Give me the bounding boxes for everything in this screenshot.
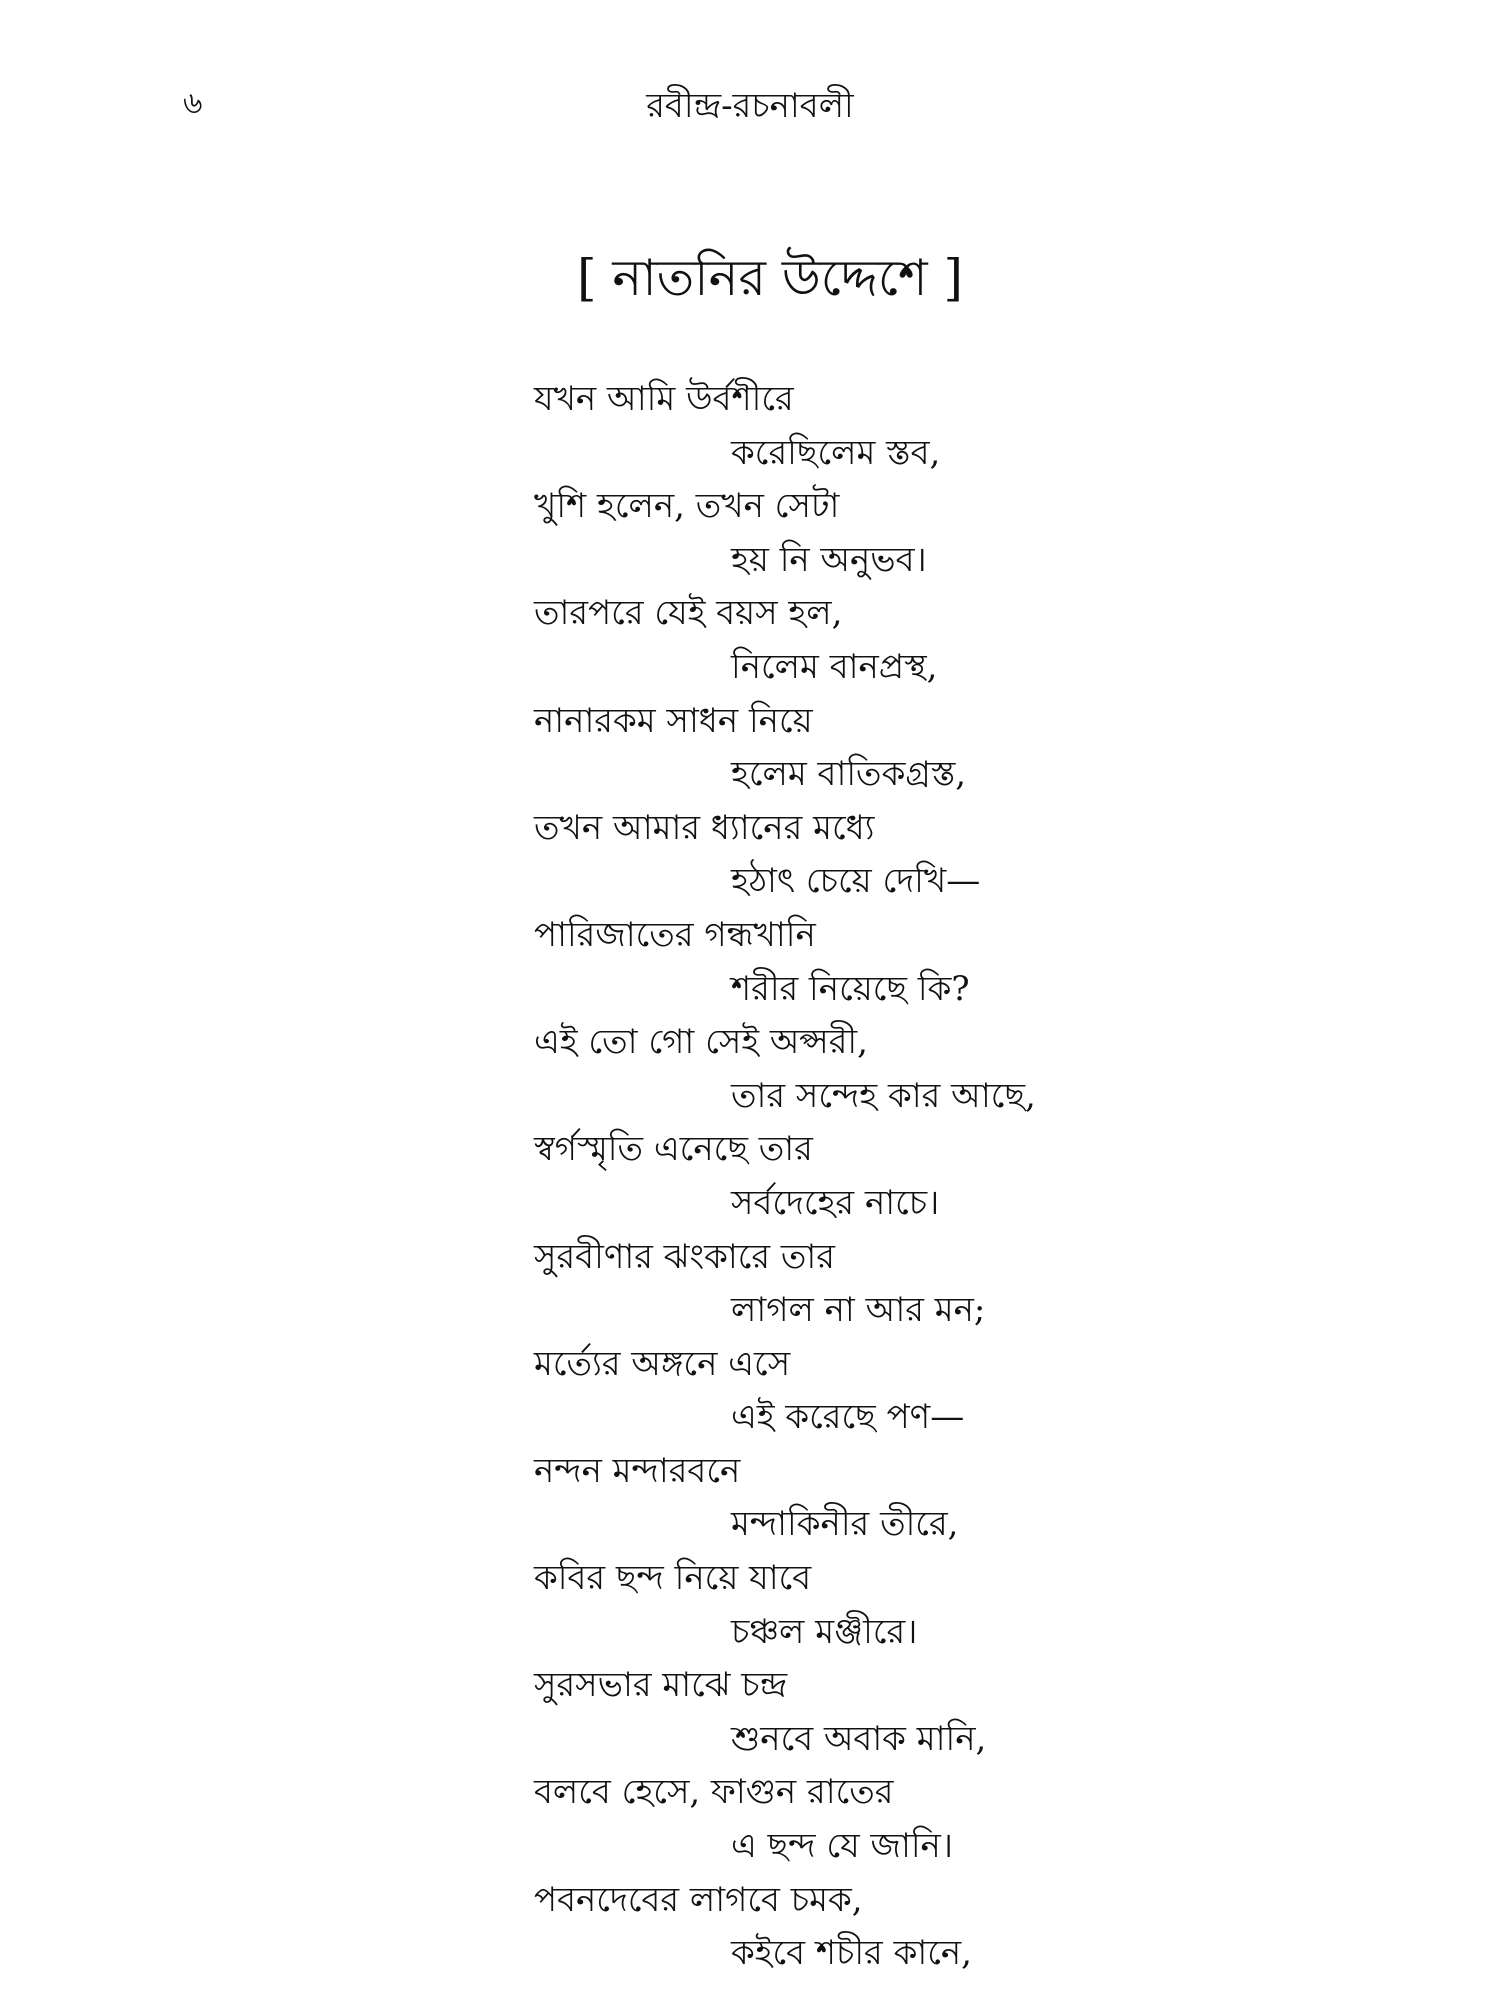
- verse-line: সুরবীণার ঝংকারে তার: [534, 1236, 835, 1277]
- verse-line: এই করেছে পণ—: [731, 1397, 965, 1438]
- verse-line: বলবে হেসে, ফাগুন রাতের: [534, 1772, 894, 1813]
- verse-line: শরীর নিয়েছে কি?: [731, 968, 970, 1009]
- verse-line: মর্ত্যের অঙ্গনে এসে: [534, 1343, 791, 1384]
- verse-line: মন্দাকিনীর তীরে,: [731, 1504, 959, 1545]
- verse-line: কবির ছন্দ নিয়ে যাবে: [534, 1558, 812, 1599]
- verse-line: হয় নি অনুভব।: [731, 539, 927, 580]
- running-header: রবীন্দ্র-রচনাবলী: [646, 86, 854, 126]
- verse-line: করেছিলেম স্তব,: [731, 432, 941, 473]
- verse-line: এই তো গো সেই অপ্সরী,: [534, 1022, 868, 1063]
- page-number: ৬: [183, 86, 203, 121]
- verse-line: সর্বদেহের নাচে।: [731, 1182, 940, 1223]
- verse-line: শুনবে অবাক মানি,: [731, 1718, 987, 1759]
- verse-line: তখন আমার ধ্যানের মধ্যে: [534, 807, 875, 848]
- poem-body: [534, 373, 1434, 1981]
- verse-line: সুরসভার মাঝে চন্দ্র: [534, 1665, 788, 1706]
- verse-line: পবনদেবের লাগবে চমক,: [534, 1879, 863, 1920]
- verse-line: নিলেম বানপ্রস্থ,: [731, 646, 938, 687]
- verse-line: তারপরে যেই বয়স হল,: [534, 593, 843, 634]
- verse-line: স্বর্গস্মৃতি এনেছে তার: [534, 1129, 813, 1170]
- verse-line: তার সন্দেহ কার আছে,: [731, 1075, 1036, 1116]
- verse-line: এ ছন্দ যে জানি।: [731, 1826, 954, 1867]
- verse-line: হঠাৎ চেয়ে দেখি—: [731, 861, 981, 902]
- verse-line: পারিজাতের গন্ধখানি: [534, 914, 816, 955]
- verse-line: কইবে শচীর কানে,: [731, 1933, 972, 1974]
- verse-line: খুশি হলেন, তখন সেটা: [534, 486, 840, 527]
- verse-line: হলেম বাতিকগ্রস্ত,: [731, 754, 967, 795]
- verse-line: চঞ্চল মঞ্জীরে।: [731, 1611, 918, 1652]
- verse-line: নন্দন মন্দারবনে: [534, 1450, 741, 1491]
- verse-line: লাগল না আর মন;: [731, 1290, 986, 1331]
- verse-line: নানারকম সাধন নিয়ে: [534, 700, 813, 741]
- verse-line: যখন আমি উর্বশীরে: [534, 379, 794, 419]
- poem-title: [ নাতনির উদ্দেশে ]: [577, 249, 963, 307]
